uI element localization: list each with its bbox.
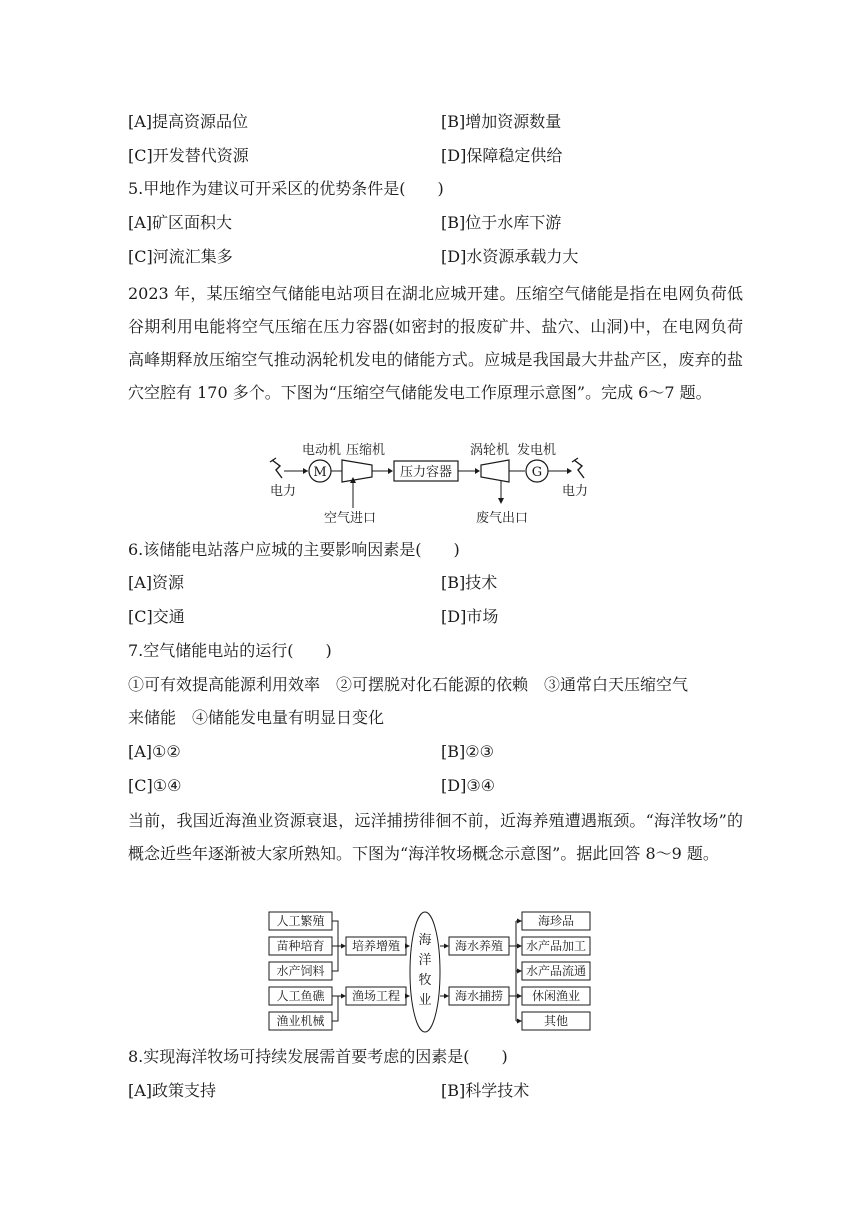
center-char: 海 (418, 933, 432, 948)
pressure-container-label: 压力容器 (399, 465, 453, 480)
intro-paragraph-6-7: 2023 年，某压缩空气储能电站项目在湖北应城开建。压缩空气储能是指在电网负荷低谷期利用电能将空气压缩在压力容器(如密封的报废矿井、盐穴、山洞)中，在电网负荷高峰期释放压缩空气推动涡轮机发电的储能方式。应城是我国最大井盐产区，废弃的盐穴空腔有 170 多个。下图为“压缩空气储能发电工作原理示意图”。完成 6～7 题。 (128, 284, 743, 402)
q5-option-b: [B]位于水库下游 (441, 213, 562, 232)
q7-statements-line2: 来储能 ④储能发电量有明显日变化 (128, 708, 385, 727)
q6-option-b: [B]技术 (441, 573, 498, 592)
compressor-symbol (342, 460, 372, 482)
q4-option-d: [D]保障稳定供给 (441, 146, 563, 165)
plug-icon (572, 458, 584, 478)
compressor-label: 压缩机 (346, 443, 386, 458)
q4-option-b: [B]增加资源数量 (441, 112, 562, 131)
turbine-symbol (481, 460, 509, 482)
q6-option-c: [C]交通 (128, 607, 185, 626)
q8-option-b: [B]科学技术 (441, 1081, 530, 1100)
mid-right-label: 海水养殖 (454, 939, 504, 953)
q4-option-a: [A]提高资源品位 (128, 112, 249, 131)
generator-label: 发电机 (517, 443, 557, 458)
center-char: 洋 (418, 953, 432, 968)
q6-option-a: [A]资源 (128, 573, 185, 592)
plug-icon (270, 458, 282, 478)
right-label: 水产品加工 (525, 939, 587, 953)
exhaust-label: 废气出口 (476, 511, 529, 526)
left-label: 渔业机械 (276, 1014, 325, 1028)
q7-stem: 7.空气储能电站的运行( ) (128, 641, 332, 660)
q6-option-d: [D]市场 (441, 607, 499, 626)
power-in-label: 电力 (270, 484, 297, 499)
air-inlet-label: 空气进口 (324, 511, 377, 526)
motor-m: M (313, 465, 327, 480)
q7-option-b: [B]②③ (441, 742, 494, 761)
right-label: 海珍品 (537, 914, 575, 928)
center-char: 牧 (418, 973, 432, 988)
center-ellipse (410, 912, 440, 1032)
left-label: 人工鱼礁 (276, 989, 325, 1003)
right-label: 其他 (543, 1014, 569, 1028)
left-label: 人工繁殖 (276, 914, 325, 928)
marine-ranch-diagram (266, 908, 596, 1034)
q7-option-a: [A]①② (128, 742, 181, 761)
q8-option-a: [A]政策支持 (128, 1081, 217, 1100)
right-label: 水产品流通 (525, 964, 587, 978)
caes-diagram (262, 440, 602, 530)
q7-option-c: [C]①④ (128, 776, 182, 795)
q5-option-d: [D]水资源承载力大 (441, 247, 579, 266)
q4-option-c: [C]开发替代资源 (128, 146, 249, 165)
power-out-label: 电力 (562, 484, 589, 499)
q5-option-a: [A]矿区面积大 (128, 213, 233, 232)
mid-left-label: 渔场工程 (351, 989, 401, 1003)
q5-option-c: [C]河流汇集多 (128, 247, 233, 266)
q8-stem: 8.实现海洋牧场可持续发展需首要考虑的因素是( ) (128, 1047, 508, 1066)
q7-statements-line1: ①可有效提高能源利用效率 ②可摆脱对化石能源的依赖 ③通常白天压缩空气 (128, 675, 689, 694)
mid-right-label: 海水捕捞 (454, 989, 504, 1003)
q7-option-d: [D]③④ (441, 776, 495, 795)
intro-paragraph-8-9: 当前，我国近海渔业资源衰退，远洋捕捞徘徊不前，近海养殖遭遇瓶颈。“海洋牧场”的概念近些年逐渐被大家所熟知。下图为“海洋牧场概念示意图”。据此回答 8～9 题。 (128, 811, 743, 863)
turbine-label: 涡轮机 (470, 443, 510, 458)
left-label: 苗种培育 (276, 939, 325, 953)
mid-left-label: 培养增殖 (351, 939, 401, 953)
generator-g: G (531, 465, 543, 480)
left-label: 水产饲料 (276, 964, 325, 978)
center-char: 业 (418, 993, 432, 1008)
q6-stem: 6.该储能电站落户应城的主要影响因素是( ) (128, 540, 460, 559)
q5-stem: 5.甲地作为建议可开采区的优势条件是( ) (128, 179, 444, 198)
motor-label: 电动机 (302, 443, 342, 458)
right-label: 休闲渔业 (531, 989, 581, 1003)
